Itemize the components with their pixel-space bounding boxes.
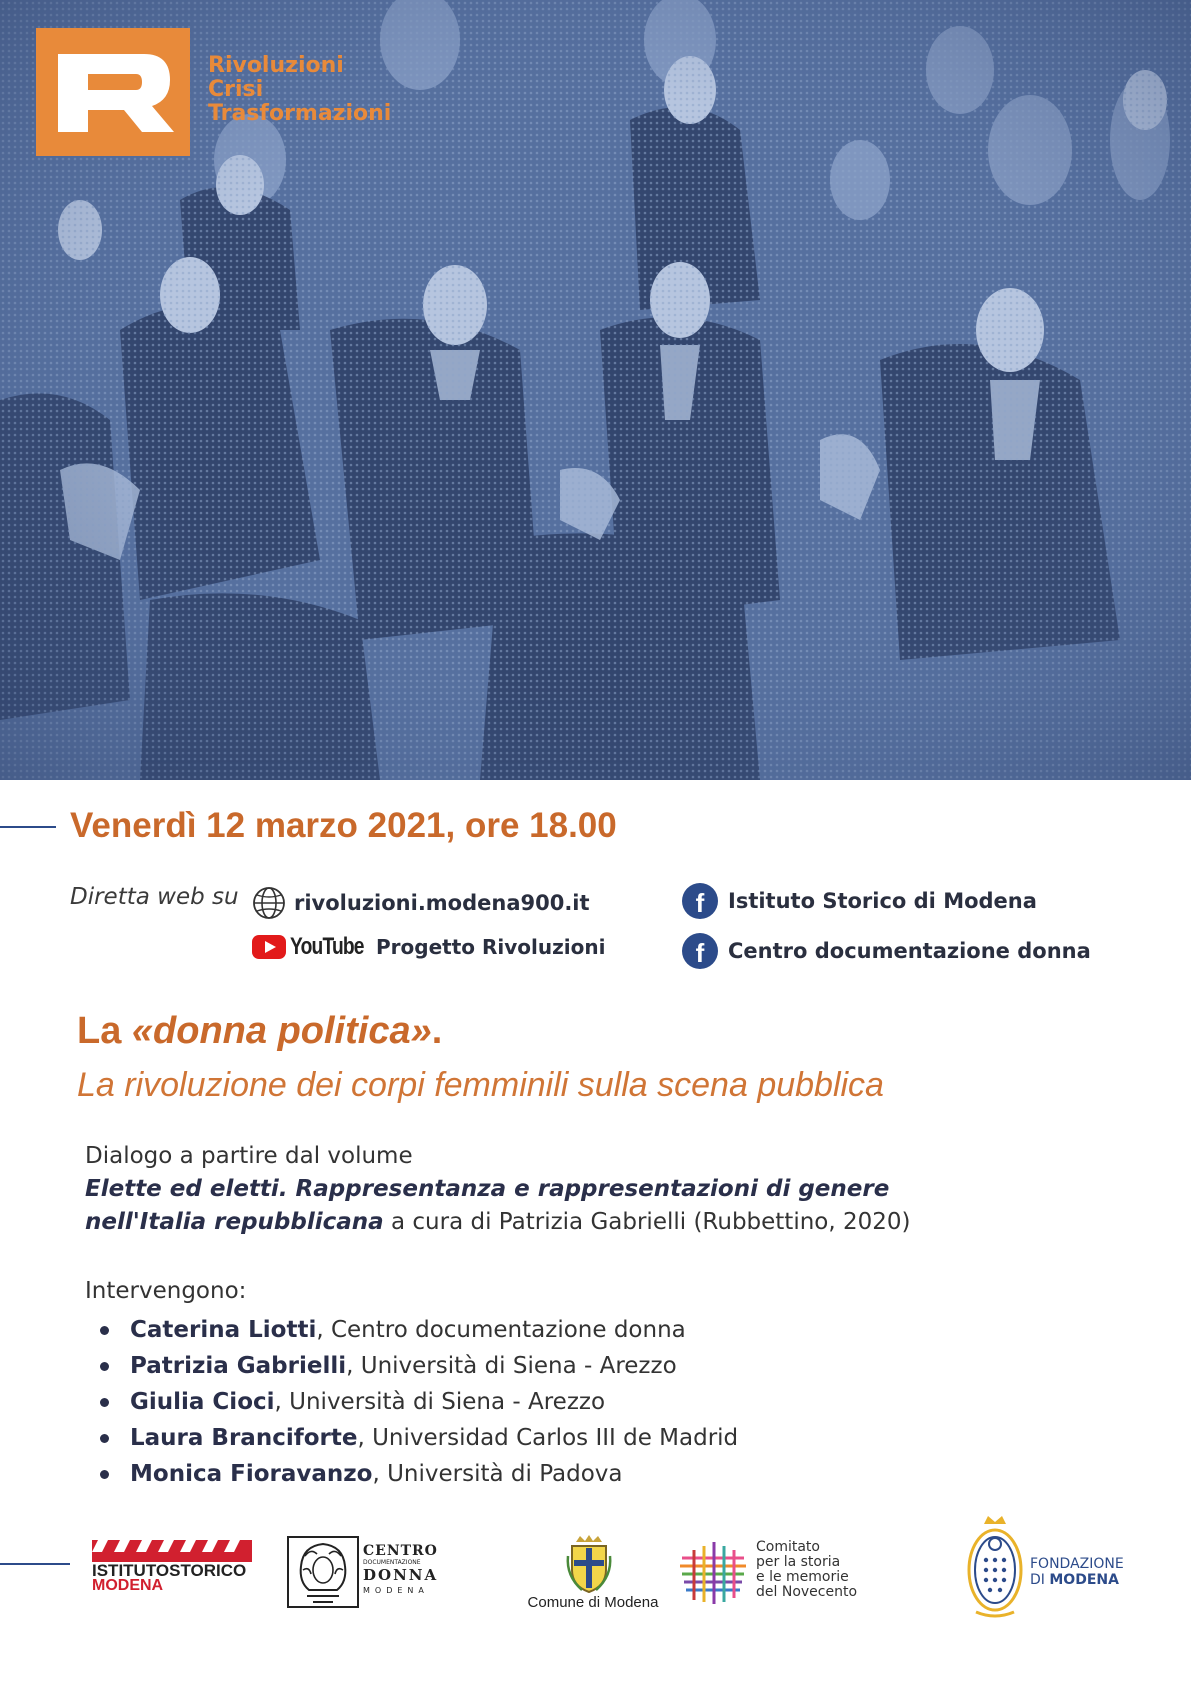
hero-photo: [0, 0, 1191, 780]
speakers-label: Intervengono:: [85, 1278, 247, 1304]
youtube-channel-name: Progetto Rivoluzioni: [376, 935, 606, 959]
comitato-novecento-logo: [678, 1540, 878, 1610]
istituto-storico-logo: [92, 1540, 252, 1596]
brand-wordmark: [208, 54, 391, 126]
facebook-page-name: Centro documentazione donna: [728, 939, 1091, 963]
city-crest-icon: [564, 1534, 614, 1594]
description-intro: Dialogo a partire dal volume: [85, 1143, 413, 1169]
title-prefix: La: [77, 1010, 132, 1052]
list-item: [100, 1384, 738, 1420]
date-rule: [0, 826, 56, 828]
comune-label: Comune di Modena: [527, 1594, 659, 1611]
globe-icon: [252, 886, 286, 920]
speaker-affiliation: , Università di Siena - Arezzo: [274, 1389, 606, 1415]
website-url: rivoluzioni.modena900.it: [294, 891, 590, 915]
fondazione-modena-logo: [966, 1514, 1146, 1624]
speaker-affiliation: , Università di Padova: [372, 1461, 623, 1487]
event-title: [77, 1010, 442, 1053]
comitato-line-1: Comitato: [756, 1539, 820, 1555]
book-reference: [85, 1173, 985, 1239]
youtube-play-icon: [252, 935, 286, 959]
istituto-line-1: ISTITUTOSTORICO: [92, 1561, 247, 1580]
book-title: Elette ed eletti. Rappresentanza e rappresentazioni di genere nell'Italia repubblicana: [85, 1176, 890, 1235]
brand-line-2: Crisi: [208, 77, 264, 102]
event-description: [85, 1140, 1105, 1308]
rivoluzioni-logo-mark: [36, 28, 190, 156]
title-main: «donna politica»: [131, 1010, 432, 1052]
youtube-wordmark: YouTube: [290, 933, 364, 960]
youtube-link[interactable]: [252, 930, 605, 964]
list-item: [100, 1348, 738, 1384]
speaker-name: Monica Fioravanzo: [130, 1461, 373, 1487]
centro-line-2: DOCUMENTAZIONE: [363, 1559, 421, 1566]
centro-donna-logo: [287, 1536, 437, 1610]
speaker-affiliation: , Centro documentazione donna: [316, 1317, 686, 1343]
facebook-page-name: Istituto Storico di Modena: [728, 889, 1037, 913]
colored-grid-icon: [678, 1540, 748, 1604]
fondazione-line-2: [1030, 1572, 1119, 1588]
list-item: [100, 1420, 738, 1456]
comitato-line-4: del Novecento: [756, 1584, 858, 1600]
comitato-line-2: per la storia: [756, 1554, 841, 1570]
comitato-line-3: e le memorie: [756, 1569, 849, 1585]
centro-line-4: MODENA: [363, 1586, 429, 1595]
brand-line-1: Rivoluzioni: [208, 53, 344, 78]
title-suffix: .: [431, 1010, 443, 1052]
speaker-name: Laura Branciforte: [130, 1425, 358, 1451]
fondazione-di: DI: [1030, 1572, 1050, 1588]
facebook-icon: f: [682, 883, 718, 919]
fondazione-modena: MODENA: [1049, 1572, 1119, 1588]
r-monogram-icon: [36, 28, 190, 156]
website-link[interactable]: [252, 886, 590, 920]
speaker-name: Giulia Cioci: [130, 1389, 275, 1415]
footer-rule: [0, 1563, 70, 1565]
woman-portrait-icon: [287, 1536, 359, 1608]
live-stream-label: Diretta web su: [70, 884, 239, 910]
brand-line-3: Trasformazioni: [208, 101, 392, 126]
list-item: [100, 1456, 738, 1492]
speaker-name: Caterina Liotti: [130, 1317, 317, 1343]
list-item: [100, 1312, 738, 1348]
fondazione-line-1: FONDAZIONE: [1030, 1556, 1124, 1572]
event-date: Venerdì 12 marzo 2021, ore 18.00: [70, 806, 617, 845]
istituto-line-2: MODENA: [92, 1577, 164, 1594]
speaker-list: [100, 1312, 738, 1492]
facebook-icon: f: [682, 933, 718, 969]
speaker-name: Patrizia Gabrielli: [130, 1353, 347, 1379]
facebook-link-istituto[interactable]: [682, 882, 1037, 920]
facebook-link-centro[interactable]: [682, 932, 1091, 970]
comune-modena-logo: [518, 1534, 668, 1614]
stripe-pattern-icon: [92, 1540, 252, 1562]
centro-line-1: CENTRO: [363, 1543, 438, 1559]
book-info: a cura di Patrizia Gabrielli (Rubbettino, 2020): [383, 1209, 911, 1235]
centro-line-3: DONNA: [363, 1566, 439, 1584]
speaker-affiliation: , Universidad Carlos III de Madrid: [357, 1425, 739, 1451]
foundation-crest-icon: [966, 1514, 1024, 1622]
speaker-affiliation: , Università di Siena - Arezzo: [346, 1353, 677, 1379]
event-subtitle: La rivoluzione dei corpi femminili sulla scena pubblica: [77, 1066, 884, 1104]
